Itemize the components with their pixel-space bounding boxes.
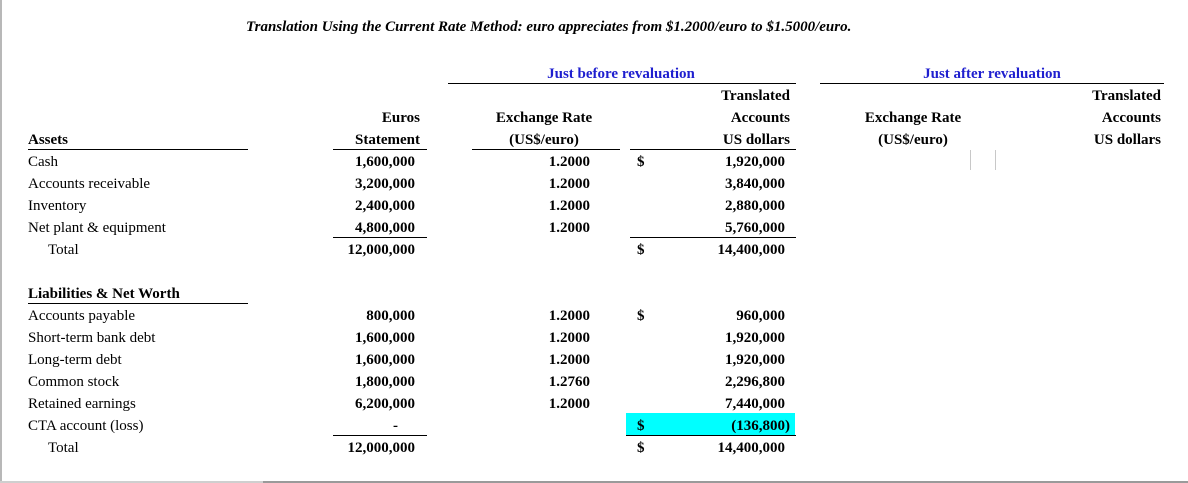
- liability-usd: (136,800): [731, 418, 790, 434]
- liabilities-total-usd: 14,400,000: [717, 440, 785, 456]
- euros-header-line2: Statement: [355, 132, 420, 148]
- liabilities-total-dollar-sign: $: [637, 440, 645, 456]
- asset-euros: 1,600,000: [355, 154, 415, 170]
- euros-header-line1: Euros: [381, 110, 420, 126]
- liability-label: Accounts payable: [28, 308, 136, 324]
- liability-usd: 1,920,000: [725, 352, 785, 368]
- liability-label: Short-term bank debt: [28, 330, 156, 346]
- asset-usd: 2,880,000: [725, 198, 785, 214]
- assets-total-dollar-sign: $: [637, 242, 645, 258]
- liability-rate: 1.2000: [548, 352, 590, 368]
- before-header-rule: [448, 83, 796, 84]
- after-translated-header-line3: US dollars: [1093, 132, 1161, 148]
- liability-usd: 1,920,000: [725, 330, 785, 346]
- liability-euros: 1,600,000: [355, 352, 415, 368]
- translated-header-rule: [630, 149, 796, 150]
- after-rate-header-line1: Exchange Rate: [864, 110, 962, 126]
- liabilities-heading: Liabilities & Net Worth: [28, 286, 180, 302]
- asset-label: Inventory: [28, 198, 87, 214]
- liability-rate: 1.2000: [548, 330, 590, 346]
- asset-label: Accounts receivable: [28, 176, 151, 192]
- after-revaluation-header: Just after revaluation: [923, 66, 1061, 82]
- liability-usd: 7,440,000: [725, 396, 785, 412]
- liability-rate: 1.2000: [548, 308, 590, 324]
- liability-euros: 800,000: [366, 308, 415, 324]
- liability-rate: 1.2760: [548, 374, 590, 390]
- selected-cell-indicator[interactable]: [970, 150, 996, 170]
- page-title: Translation Using the Current Rate Method: euro appreciates from $1.2000/euro to $1.5000/euro.: [246, 19, 852, 35]
- liability-label: CTA account (loss): [28, 418, 144, 434]
- sheet-left-border: [0, 0, 2, 483]
- translated-header-line1: Translated: [721, 88, 790, 104]
- liability-euros: -: [393, 418, 398, 434]
- after-translated-header-line2: Accounts: [1101, 110, 1161, 126]
- rate-header-rule: [472, 149, 620, 150]
- liabilities-usd-subtotal-rule: [626, 435, 796, 436]
- liabilities-euros-subtotal-rule: [333, 435, 427, 436]
- before-revaluation-header: Just before revaluation: [547, 66, 695, 82]
- asset-euros: 4,800,000: [355, 220, 415, 236]
- asset-label: Net plant & equipment: [28, 220, 166, 236]
- asset-euros: 2,400,000: [355, 198, 415, 214]
- liability-euros: 1,600,000: [355, 330, 415, 346]
- assets-total-euros: 12,000,000: [347, 242, 415, 258]
- asset-label: Cash: [28, 154, 58, 170]
- assets-total-usd: 14,400,000: [717, 242, 785, 258]
- assets-usd-subtotal-rule: [630, 237, 796, 238]
- asset-dollar-sign: $: [637, 154, 645, 170]
- translated-header-line2: Accounts: [730, 110, 790, 126]
- liability-label: Common stock: [28, 374, 120, 390]
- liabilities-heading-rule: [28, 303, 248, 304]
- asset-usd: 1,920,000: [725, 154, 785, 170]
- liability-usd: 2,296,800: [725, 374, 785, 390]
- assets-total-label: Total: [48, 242, 79, 258]
- liability-euros: 1,800,000: [355, 374, 415, 390]
- liabilities-total-euros: 12,000,000: [347, 440, 415, 456]
- asset-rate: 1.2000: [548, 176, 590, 192]
- asset-rate: 1.2000: [548, 154, 590, 170]
- assets-heading: Assets: [28, 132, 68, 148]
- euros-header-rule: [333, 149, 427, 150]
- asset-rate: 1.2000: [548, 198, 590, 214]
- asset-euros: 3,200,000: [355, 176, 415, 192]
- liability-usd: 960,000: [736, 308, 785, 324]
- liability-dollar-sign: $: [637, 418, 645, 434]
- liability-label: Retained earnings: [28, 396, 136, 412]
- liability-euros: 6,200,000: [355, 396, 415, 412]
- liabilities-total-label: Total: [48, 440, 79, 456]
- rate-header-line2: (US$/euro): [509, 132, 579, 148]
- liability-dollar-sign: $: [637, 308, 645, 324]
- after-rate-header-line2: (US$/euro): [878, 132, 948, 148]
- after-translated-header-line1: Translated: [1092, 88, 1161, 104]
- assets-heading-rule: [28, 149, 248, 150]
- after-header-rule: [820, 83, 1164, 84]
- asset-rate: 1.2000: [548, 220, 590, 236]
- liability-label: Long-term debt: [28, 352, 122, 368]
- translated-header-line3: US dollars: [722, 132, 790, 148]
- rate-header-line1: Exchange Rate: [495, 110, 593, 126]
- liability-rate: 1.2000: [548, 396, 590, 412]
- asset-usd: 3,840,000: [725, 176, 785, 192]
- assets-euros-subtotal-rule: [333, 237, 427, 238]
- asset-usd: 5,760,000: [725, 220, 785, 236]
